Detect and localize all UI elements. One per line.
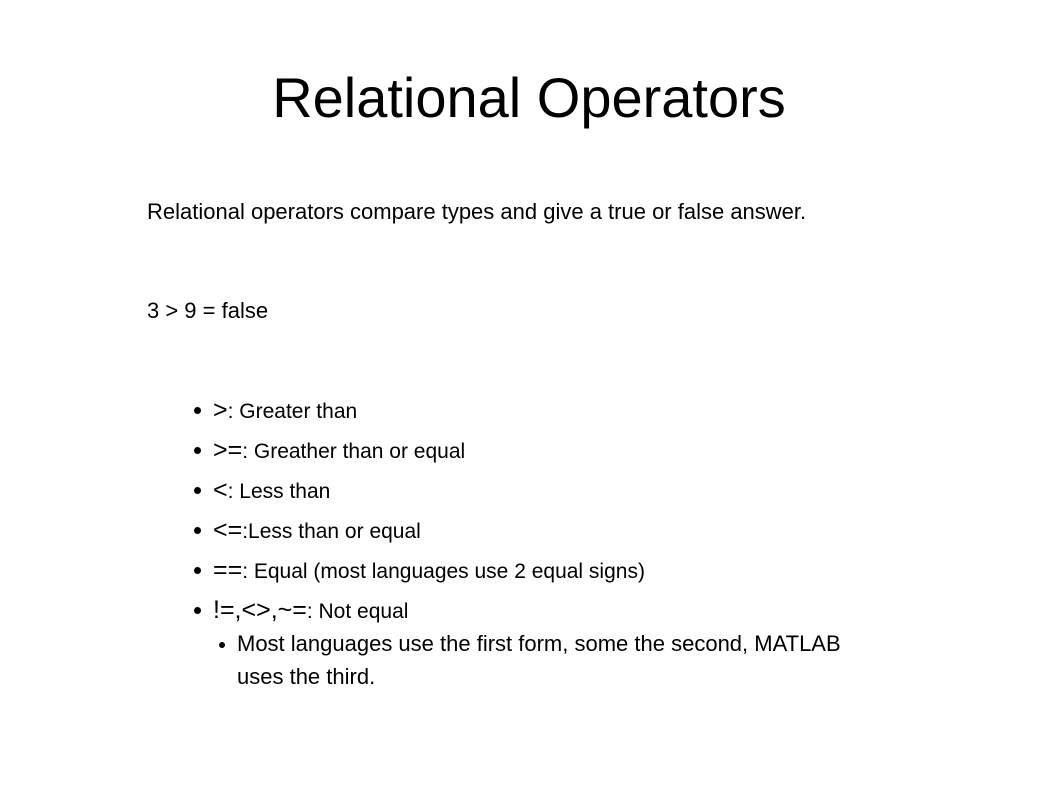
operator-list [190,391,890,631]
operator-item-greater-equal [190,431,890,471]
operator-symbol: == [213,556,243,584]
operator-symbol: <= [213,516,243,544]
sub-note-text: Most languages use the first form, some the second, MATLAB uses the third. [237,631,841,689]
operator-item-not-equal [190,591,890,631]
operator-symbol: >= [213,436,243,464]
example-text: 3 > 9 = false [147,298,269,323]
bullet-dot [194,487,201,494]
bullet-dot [194,607,201,614]
operator-description: : Greather than or equal [242,440,466,463]
bullet-dot [194,567,201,574]
bullet-dot [219,642,225,648]
operator-item-equal [190,551,890,591]
slide-title: Relational Operators [272,66,786,129]
bullet-dot [194,447,201,454]
bullet-dot [194,527,201,534]
operator-item-greater [190,391,890,431]
sub-note-list [212,627,852,693]
operator-description: :Less than or equal [242,520,421,543]
operator-description: : Not equal [306,600,409,623]
intro-text: Relational operators compare types and give a true or false answer. [147,199,807,224]
operator-symbol: !=,<>,~= [213,596,307,624]
operator-description: : Greater than [227,400,358,423]
bullet-dot [194,407,201,414]
sub-note-item [212,627,852,693]
operator-item-less-equal [190,511,890,551]
operator-description: : Less than [227,480,331,503]
operator-symbol: < [213,476,228,504]
operator-symbol: > [213,396,228,424]
operator-item-less [190,471,890,511]
operator-description: : Equal (most languages use 2 equal signs) [242,560,645,583]
